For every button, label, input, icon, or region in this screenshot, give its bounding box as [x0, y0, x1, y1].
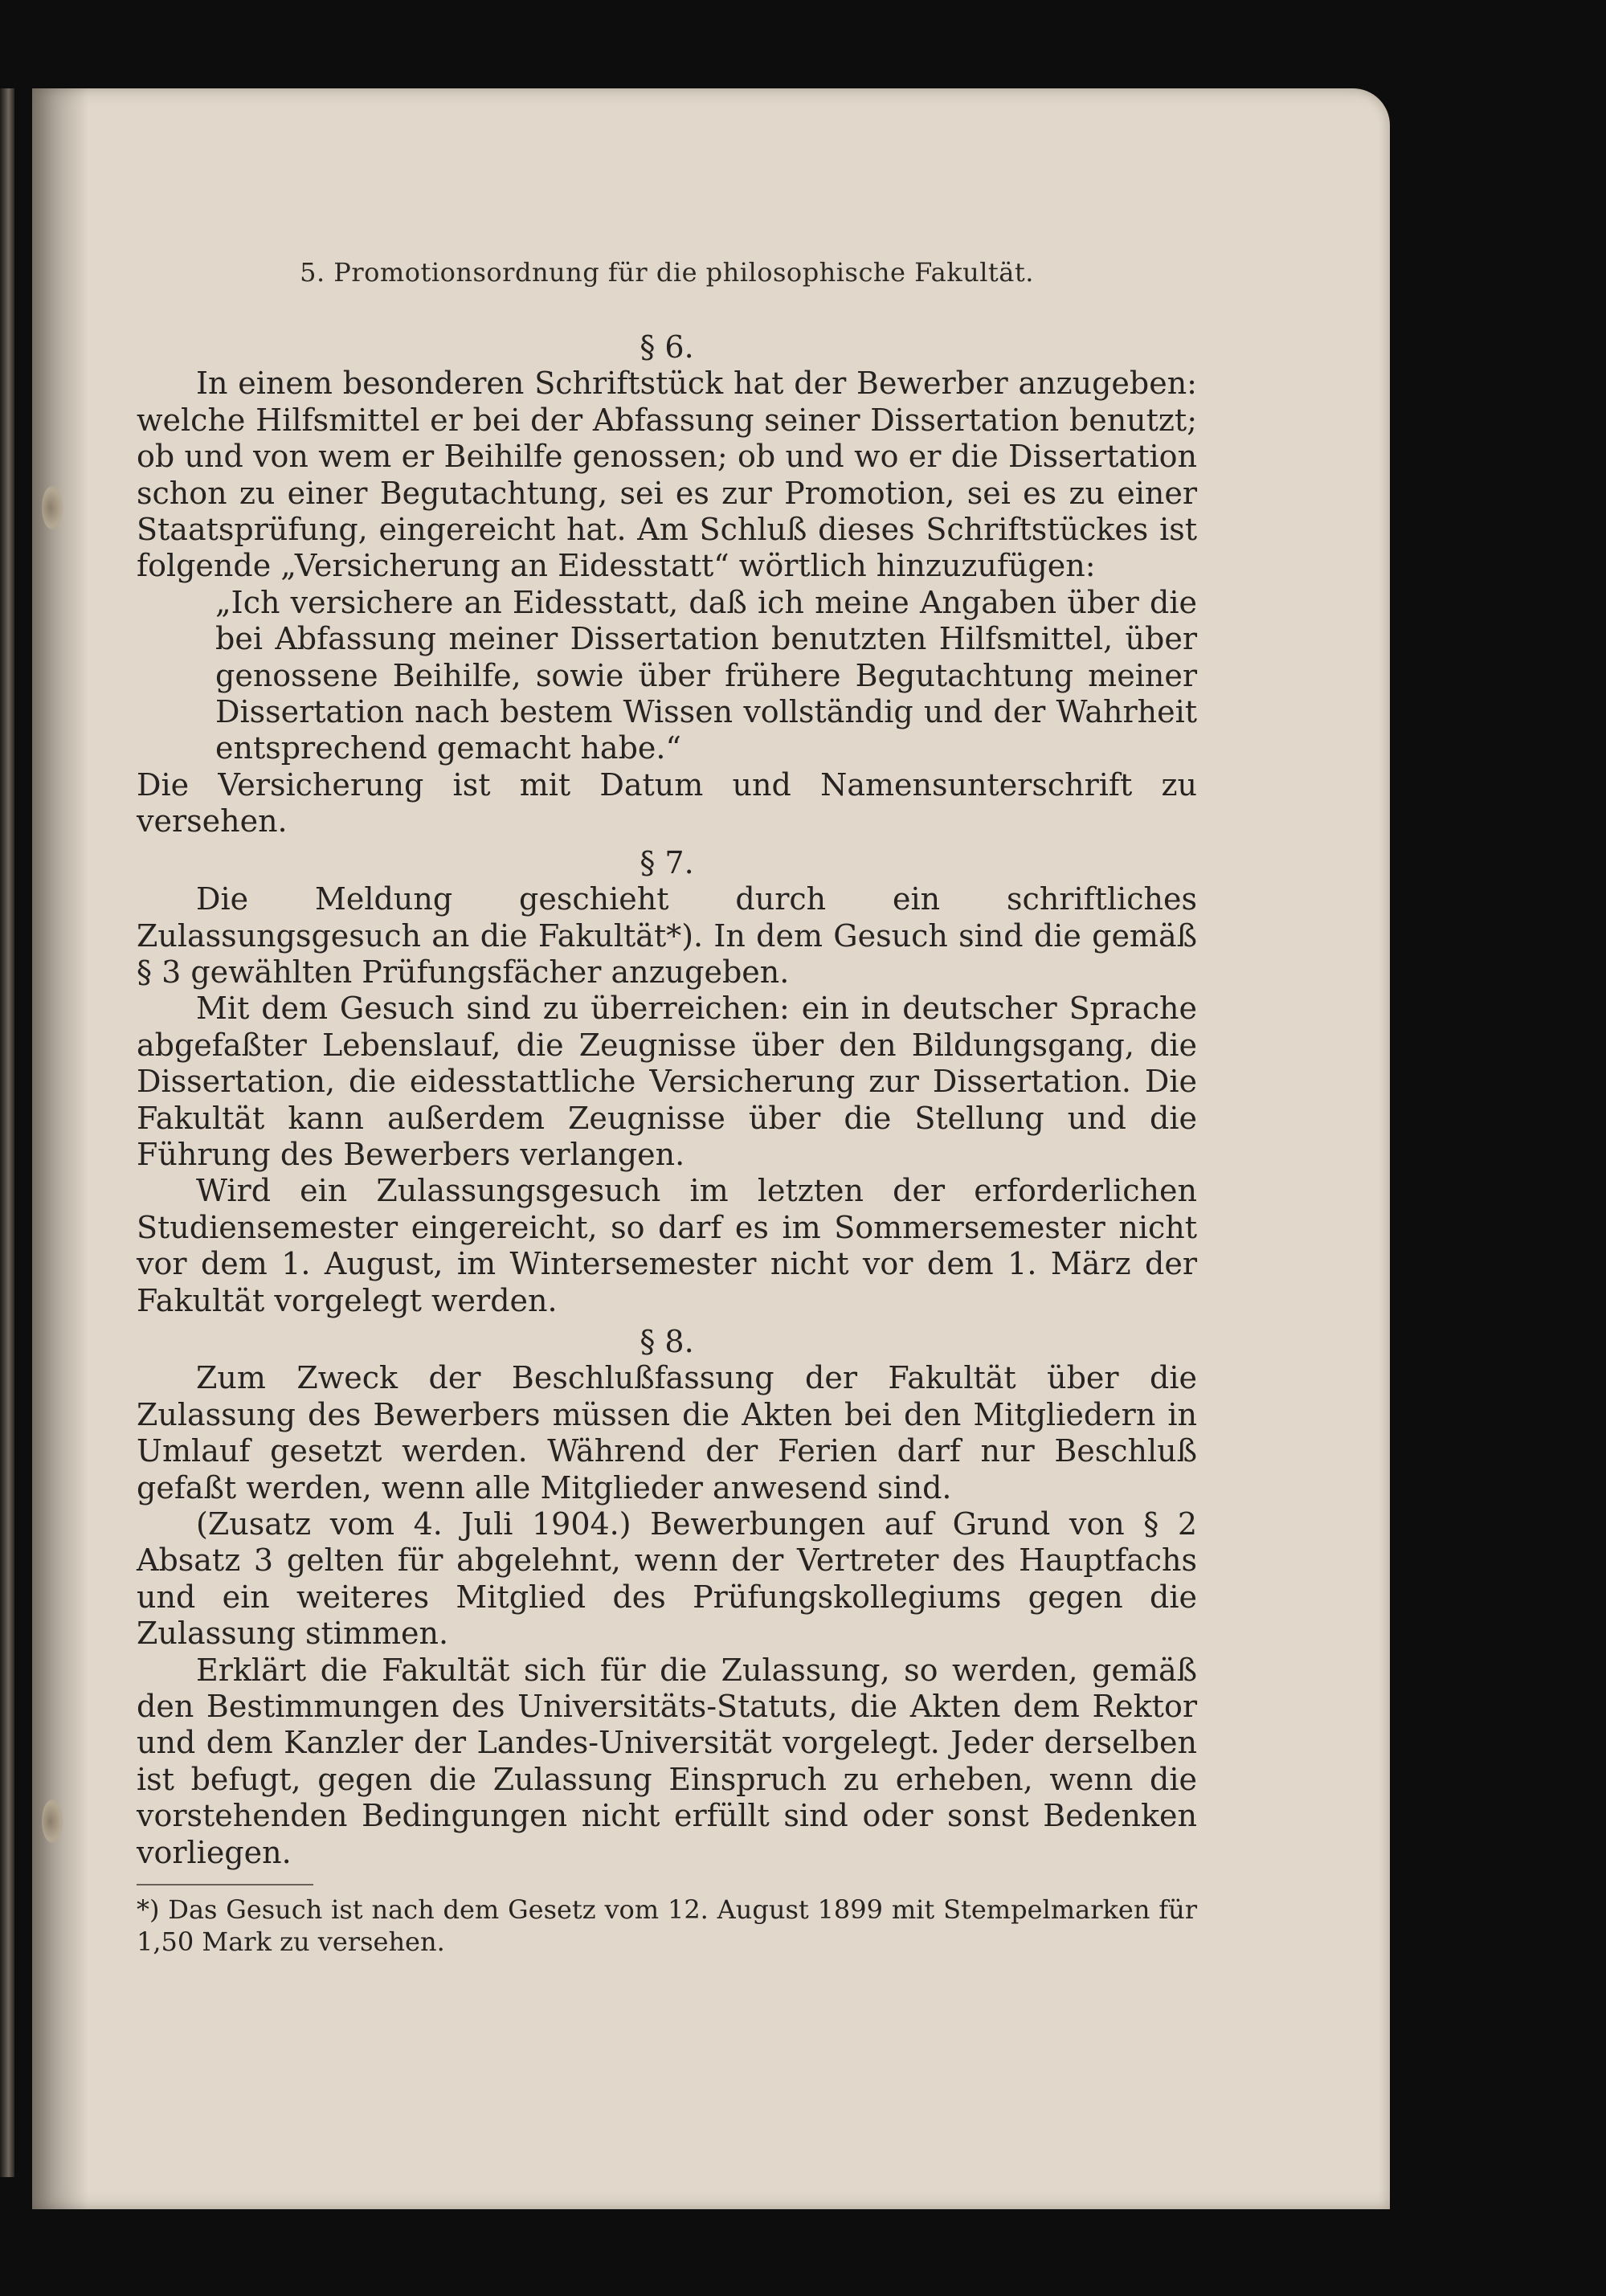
paragraph: Die Versicherung ist mit Datum und Namensunterschrift zu versehen.: [137, 766, 1197, 840]
binding-hole-mark: [42, 1800, 63, 1843]
footnote: *) Das Gesuch ist nach dem Gesetz vom 12. August 1899 mit Stempelmarken für 1,50 Mark zu versehen.: [137, 1894, 1197, 1958]
quoted-oath: „Ich versichere an Eidesstatt, daß ich meine Angaben über die bei Abfassung meiner Dissertation benutzten Hilfsmittel, über genossene Beihilfe, sowie über frühere Begutachtung meiner Dissertation nach bestem Wissen vollständig und der Wahrheit entsprechend gemacht habe.“: [215, 584, 1197, 766]
paragraph: Zum Zweck der Beschlußfassung der Fakultät über die Zulassung des Bewerbers müssen die Akten bei den Mitgliedern in Umlauf gesetzt werden. Während der Ferien darf nur Beschluß gefaßt werden, wenn alle Mitglieder anwesend sind.: [137, 1360, 1197, 1505]
paragraph: Die Meldung geschieht durch ein schriftliches Zulassungsgesuch an die Fakultät*). In dem Gesuch sind die gemäß § 3 gewählten Prüfungsfächer anzugeben.: [137, 881, 1197, 990]
section-heading: § 7.: [640, 844, 694, 880]
paragraph: Wird ein Zulassungsgesuch im letzten der erforderlichen Studiensemester eingereicht, so darf es im Sommersemester nicht vor dem 1. August, im Wintersemester nicht vor dem 1. März der Fakultät vorgelegt werden.: [137, 1173, 1197, 1318]
paragraph: Mit dem Gesuch sind zu überreichen: ein in deutscher Sprache abgefaßter Lebenslauf, die Zeugnisse über den Bildungsgang, die Dissertation, die eidesstattliche Versicherung zur Dissertation. Die Fakultät kann außerdem Zeugnisse über die Stellung und die Führung des Bewerbers verlangen.: [137, 991, 1197, 1172]
binding-hole-mark: [42, 486, 63, 529]
section-heading: § 6.: [640, 329, 694, 365]
paragraph: In einem besonderen Schriftstück hat der Bewerber anzugeben: welche Hilfsmittel er bei der Abfassung seiner Dissertation benutzt; ob und von wem er Beihilfe genossen; ob und wo er die Dissertation schon zu einer Begutachtung, sei es zur Promotion, sei es zu einer Staatsprüfung, eingereicht hat. Am Schluß dieses Schriftstückes ist folgende „Versicherung an Eidesstatt“ wörtlich hinzuzufügen:: [137, 366, 1197, 584]
running-head: 5. Promotionsordnung für die philosophische Fakultät.: [300, 257, 1034, 288]
gutter-shadow: [32, 88, 88, 2209]
footnote-rule: [137, 1884, 313, 1885]
adjacent-page-edge: [0, 88, 14, 2177]
paragraph: (Zusatz vom 4. Juli 1904.) Bewerbungen auf Grund von § 2 Absatz 3 gelten für abgelehnt, wenn der Vertreter des Hauptfachs und ein weiteres Mitglied des Prüfungskollegiums gegen die Zulassung stimmen.: [137, 1506, 1197, 1652]
paragraph: Erklärt die Fakultät sich für die Zulassung, so werden, gemäß den Bestimmungen des Universitäts-Statuts, die Akten dem Rektor und dem Kanzler der Landes-Universität vorgelegt. Jeder derselben ist befugt, gegen die Zulassung Einspruch zu erheben, wenn die vorstehenden Bedingungen nicht erfüllt sind oder sonst Bedenken vorliegen.: [137, 1652, 1197, 1870]
page-body: [137, 329, 1197, 1958]
section-heading: § 8.: [640, 1323, 694, 1359]
